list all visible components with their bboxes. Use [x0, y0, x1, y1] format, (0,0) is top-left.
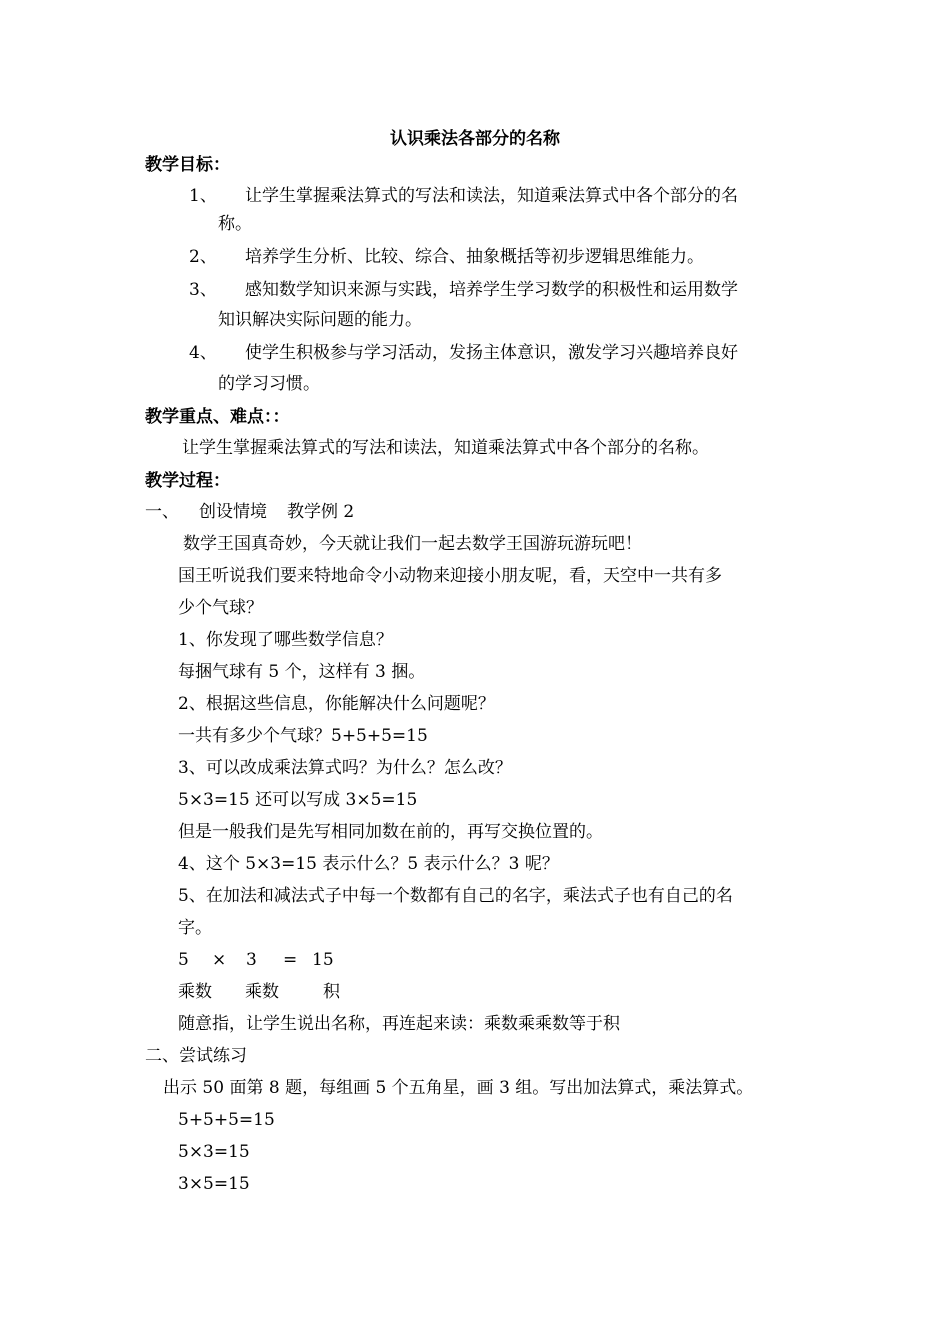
section-1-line: 少个气球？: [178, 598, 263, 618]
section-1-line: 5、在加法和减法式子中每一个数都有自己的名字，乘法式子也有自己的名: [178, 886, 733, 906]
objective-text: 使学生积极参与学习活动，发扬主体意识，激发学习兴趣培养良好: [245, 343, 738, 363]
objective-item-3: [189, 279, 738, 301]
section-2-line: 5+5+5=15: [178, 1110, 275, 1130]
objective-number: 2、: [189, 247, 217, 267]
part-name-product: 积: [323, 982, 340, 1002]
equation-result: 15: [312, 950, 334, 970]
objective-text: 感知数学知识来源与实践，培养学生学习数学的积极性和运用数学: [245, 280, 738, 300]
objective-text: 培养学生分析、比较、综合、抽象概括等初步逻辑思维能力。: [245, 247, 704, 267]
section-1-line: 4、这个 5×3=15 表示什么？5 表示什么？3 呢？: [178, 854, 559, 874]
equation-operand-a: 5: [178, 950, 189, 970]
document-title: 认识乘法各部分的名称: [390, 129, 560, 149]
objective-item-4: [189, 342, 738, 364]
key-points-heading: 教学重点、难点：：: [145, 407, 290, 427]
section-1-line: 但是一般我们是先写相同加数在前的，再写交换位置的。: [178, 822, 603, 842]
objective-item-1-continued: 称。: [218, 214, 252, 234]
objectives-heading: 教学目标：: [145, 155, 230, 175]
section-2-line: 3×5=15: [178, 1174, 250, 1194]
section-1-line: 1、你发现了哪些数学信息？: [178, 630, 393, 650]
objective-number: 4、: [189, 343, 217, 363]
section-2-heading: 二、尝试练习: [145, 1046, 247, 1066]
section-1-closing: 随意指，让学生说出名称，再连起来读：乘数乘乘数等于积: [178, 1014, 620, 1034]
section-1-subtitle: 教学例 2: [287, 502, 355, 522]
objective-item-4-continued: 的学习习惯。: [218, 374, 320, 394]
section-1-number: 一、: [145, 502, 179, 522]
section-1-heading: [145, 501, 354, 523]
section-1-line: 5×3=15 还可以写成 3×5=15: [178, 790, 418, 810]
section-1-line: 一共有多少个气球？5+5+5=15: [178, 726, 428, 746]
objective-item-2: [189, 246, 704, 268]
section-2-intro: 出示 50 面第 8 题，每组画 5 个五角星，画 3 组。写出加法算式，乘法算式。: [163, 1078, 754, 1098]
part-name-multiplicand: 乘数: [178, 982, 212, 1002]
part-name-multiplier: 乘数: [245, 982, 279, 1002]
key-points-text: 让学生掌握乘法算式的写法和读法，知道乘法算式中各个部分的名称。: [182, 438, 709, 458]
process-heading: 教学过程：: [145, 471, 230, 491]
section-1-line: 字。: [178, 918, 212, 938]
equation-operand-b: 3: [246, 950, 257, 970]
objective-item-3-continued: 知识解决实际问题的能力。: [218, 310, 422, 330]
section-1-line: 数学王国真奇妙，今天就让我们一起去数学王国游玩游玩吧！: [183, 534, 642, 554]
objective-text: 让学生掌握乘法算式的写法和读法，知道乘法算式中各个部分的名: [245, 186, 738, 206]
section-1-line: 3、可以改成乘法算式吗？为什么？怎么改？: [178, 758, 512, 778]
equation-operator: ×: [212, 950, 227, 970]
section-1-line: 国王听说我们要来特地命令小动物来迎接小朋友呢，看，天空中一共有多: [178, 566, 722, 586]
objective-number: 3、: [189, 280, 217, 300]
section-1-line: 2、根据这些信息，你能解决什么问题呢？: [178, 694, 495, 714]
section-2-line: 5×3=15: [178, 1142, 250, 1162]
objective-item-1: [189, 185, 738, 207]
section-1-title: 创设情境: [199, 502, 267, 522]
equation-equals: =: [283, 950, 298, 970]
objective-number: 1、: [189, 186, 217, 206]
section-1-line: 每捆气球有 5 个，这样有 3 捆。: [178, 662, 426, 682]
